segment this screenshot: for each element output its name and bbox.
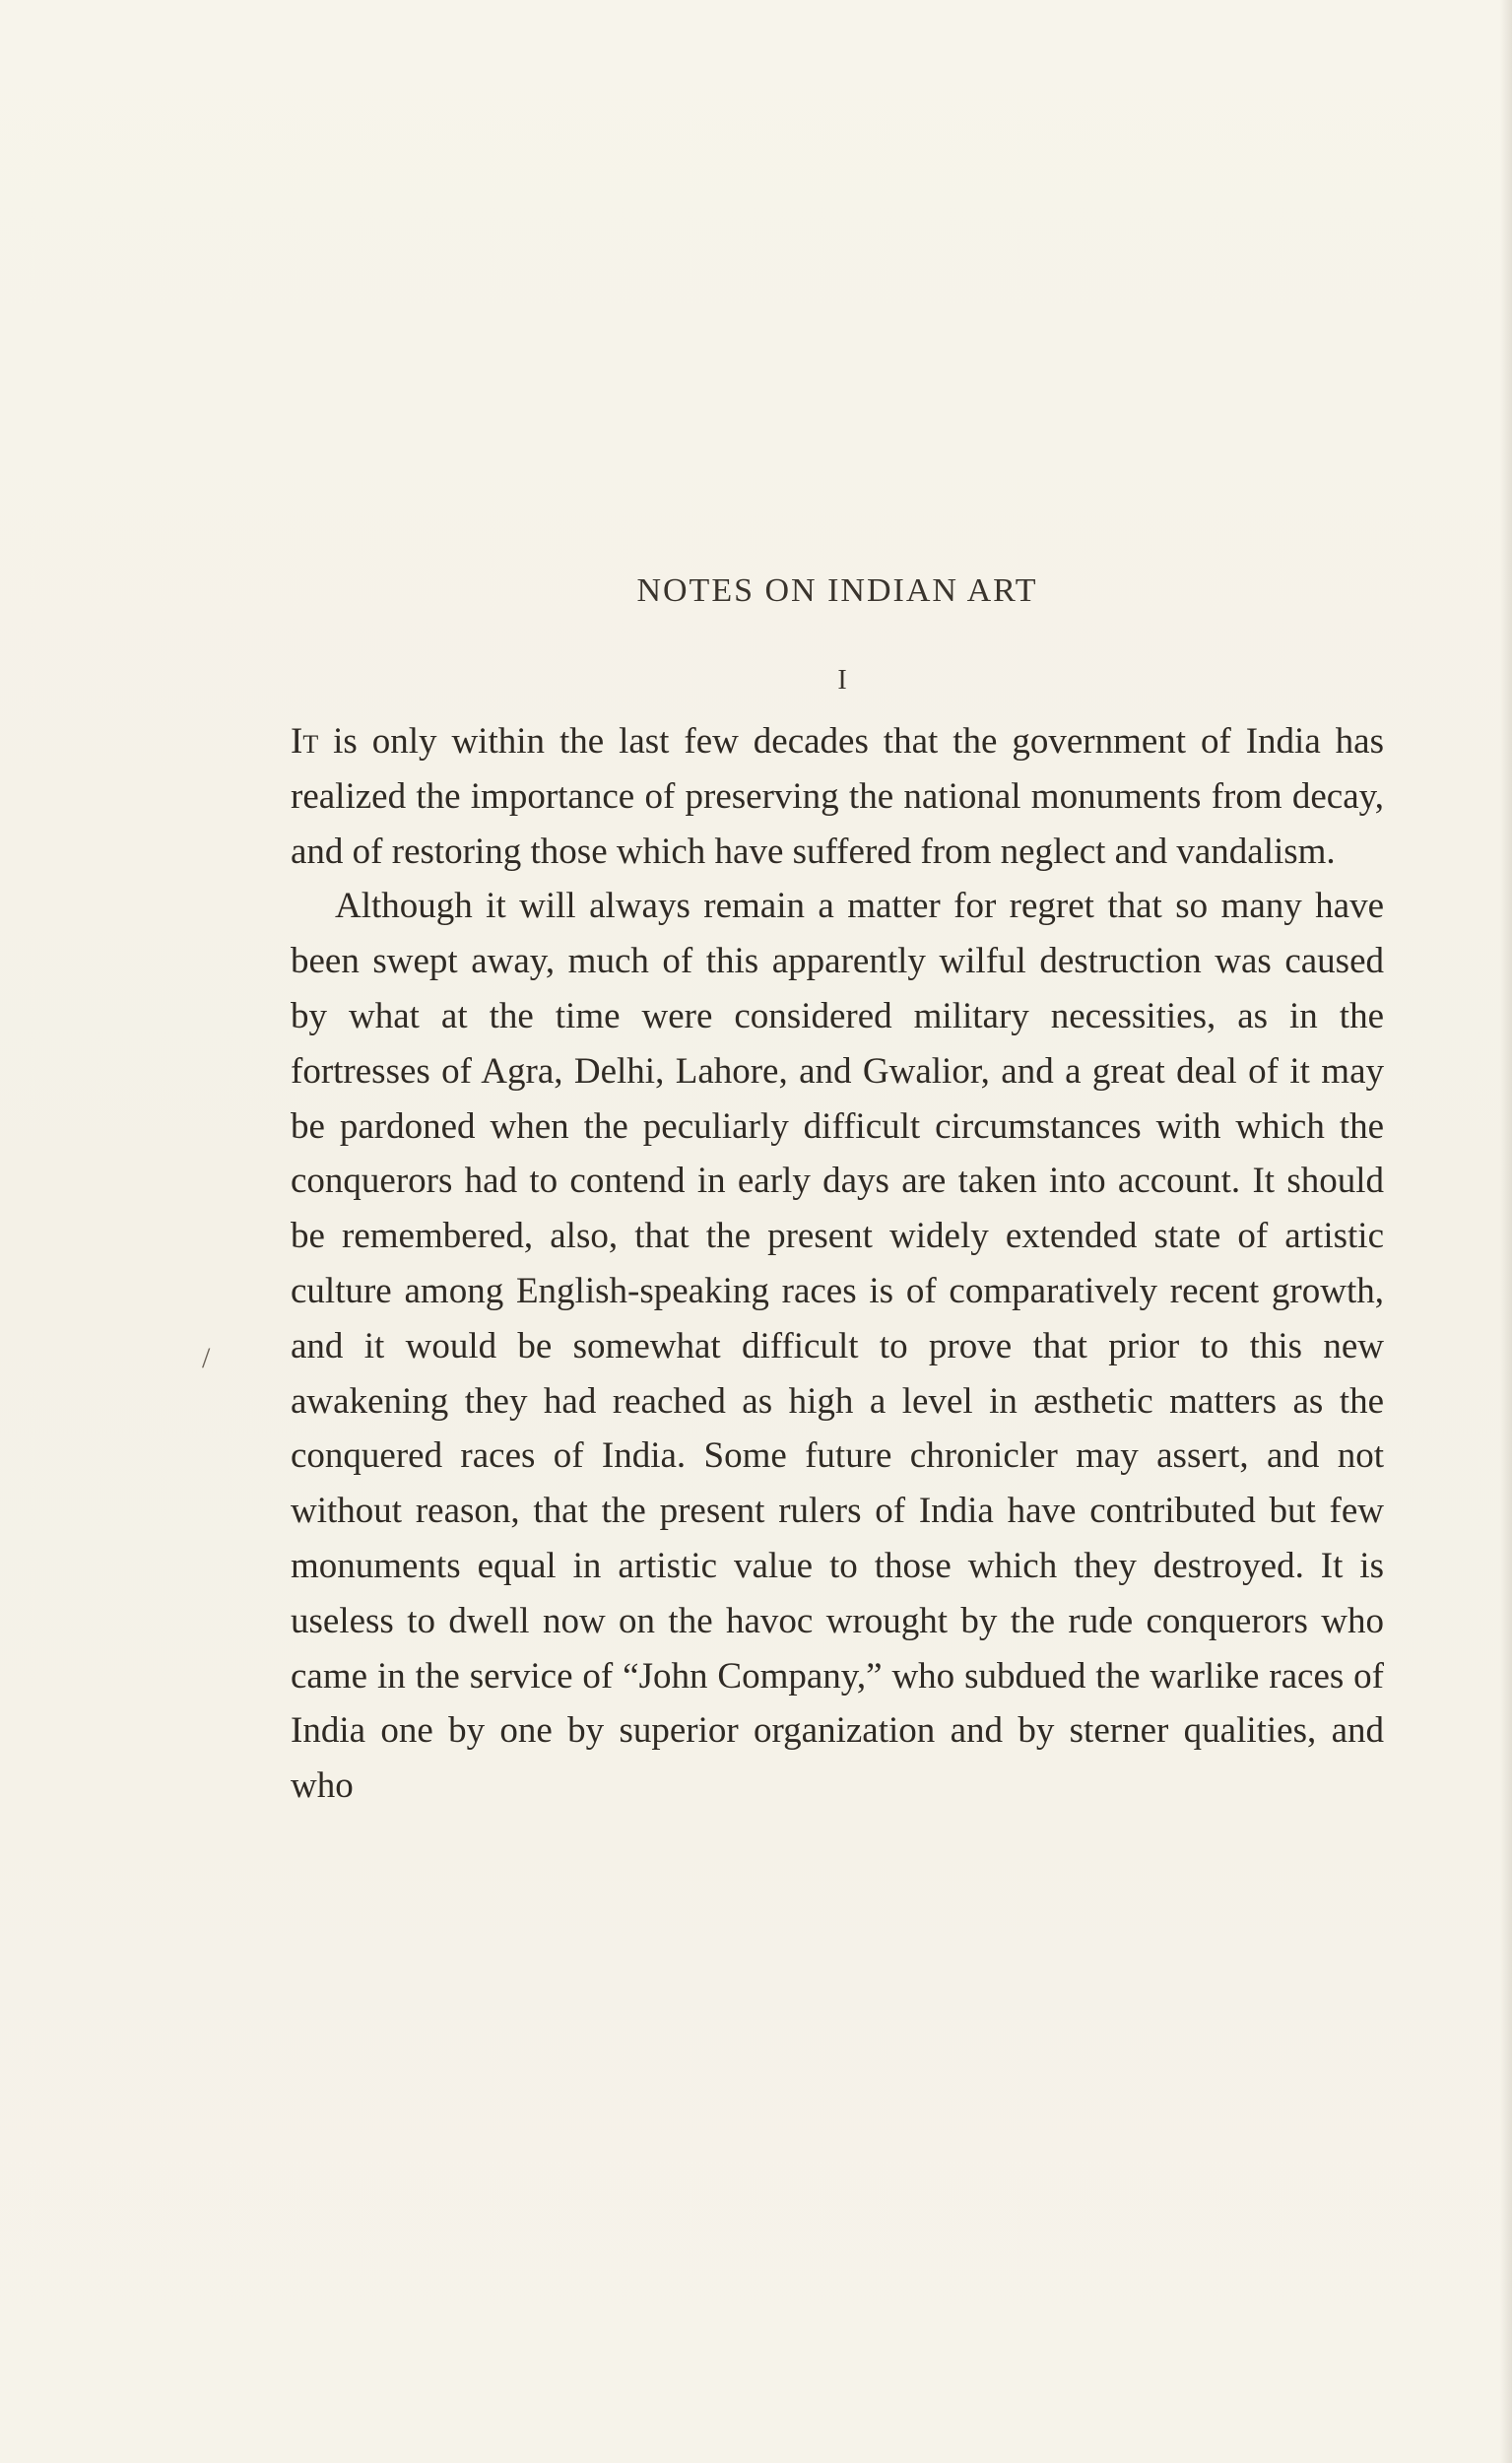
section-number: I <box>837 665 847 696</box>
paragraph-1 <box>291 714 1384 879</box>
paragraph-2: Although it will always remain a matter for regret that so many have been swept away, much of this apparently wilful destruction was caused by what at the time were considered military necessities, as in the fortresses of Agra, Delhi, Lahore, and Gwalior, and a great deal of it may be pardoned when the peculiarly difficult circumstances with which the conquerors had to contend in early days are taken into account. It should be remembered, also, that the present widely extended state of artistic culture among English-speaking races is of comparatively recent growth, and it would be somewhat difficult to prove that prior to this new awakening they had reached as high a level in æsthetic matters as the conquered races of India. Some future chronicler may assert, and not without reason, that the present rulers of India have contributed but few monuments equal in artistic value to those which they destroyed. It is useless to dwell now on the havoc wrought by the rude conquerors who came in the service of “John Company,” who subdued the warlike races of India one by one by superior organization and by sterner qualities, and who <box>291 886 1384 1807</box>
chapter-title: NOTES ON INDIAN ART <box>636 572 1038 609</box>
paragraph-1-text: is only within the last few decades that the government of India has realized the importance of preserving the national monuments from decay, and of restoring those which have suffered from neglect and vandalism. <box>291 721 1385 872</box>
body-text <box>291 714 1384 1814</box>
paragraph-1-lead-word: It <box>291 721 319 762</box>
page-edge-shadow <box>1500 0 1512 2463</box>
margin-pencil-mark: / <box>202 1342 211 1374</box>
